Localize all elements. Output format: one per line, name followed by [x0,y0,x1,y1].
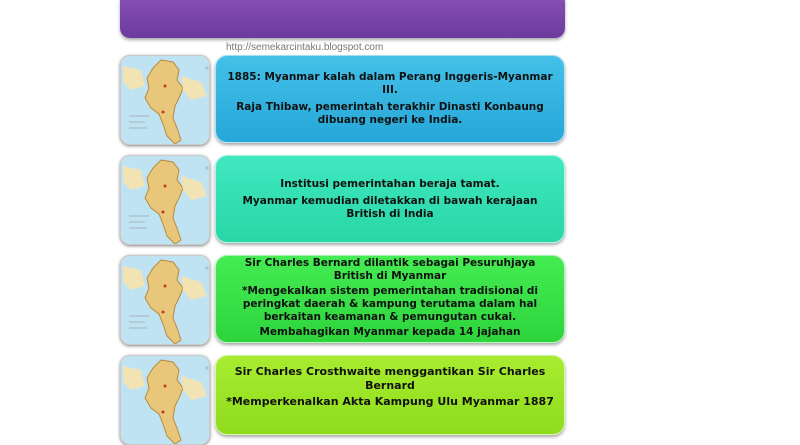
timeline-panel-2 [215,155,565,243]
bullet-marker: » [205,65,209,72]
map-thumbnail [120,155,210,245]
panel-text: Sir Charles Crosthwaite menggantikan Sir Charles Bernard [234,365,546,392]
map-thumbnail [120,255,210,345]
timeline-panel-3 [215,255,565,343]
bullet-marker: » [205,365,209,372]
panel-text: Membahagikan Myanmar kepada 14 jajahan [259,326,521,338]
myanmar-map-icon [121,156,209,244]
timeline-panel-4 [215,355,565,435]
bullet-marker: » [205,165,209,172]
myanmar-map-icon [121,356,209,444]
panel-text: Raja Thibaw, pemerintah terakhir Dinasti Konbaung dibuang negeri ke India. [236,101,544,126]
map-thumbnail [120,355,210,445]
panel-text: *Mengekalkan sistem pemerintahan tradisional di peringkat daerah & kampung terutama dalam hal berkaitan keamanan & pemungutan cukai. [241,285,538,323]
panel-text: Institusi pemerintahan beraja tamat. [280,177,500,190]
bullet-marker: » [205,265,209,272]
map-thumbnail [120,55,210,145]
watermark-url: http://semekarcintaku.blogspot.com [226,42,384,53]
panel-text: Myanmar kemudian diletakkan di bawah kerajaan British di India [242,194,538,220]
top-purple-panel [120,0,565,38]
myanmar-map-icon [121,256,209,344]
panel-text: Sir Charles Bernard dilantik sebagai Pesuruhjaya British di Myanmar [244,257,536,282]
timeline-panel-1 [215,55,565,143]
panel-text: 1885: Myanmar kalah dalam Perang Inggeris-Myanmar III. [227,71,553,96]
myanmar-map-icon [121,56,209,144]
panel-text: *Memperkenalkan Akta Kampung Ulu Myanmar 1887 [226,395,554,408]
